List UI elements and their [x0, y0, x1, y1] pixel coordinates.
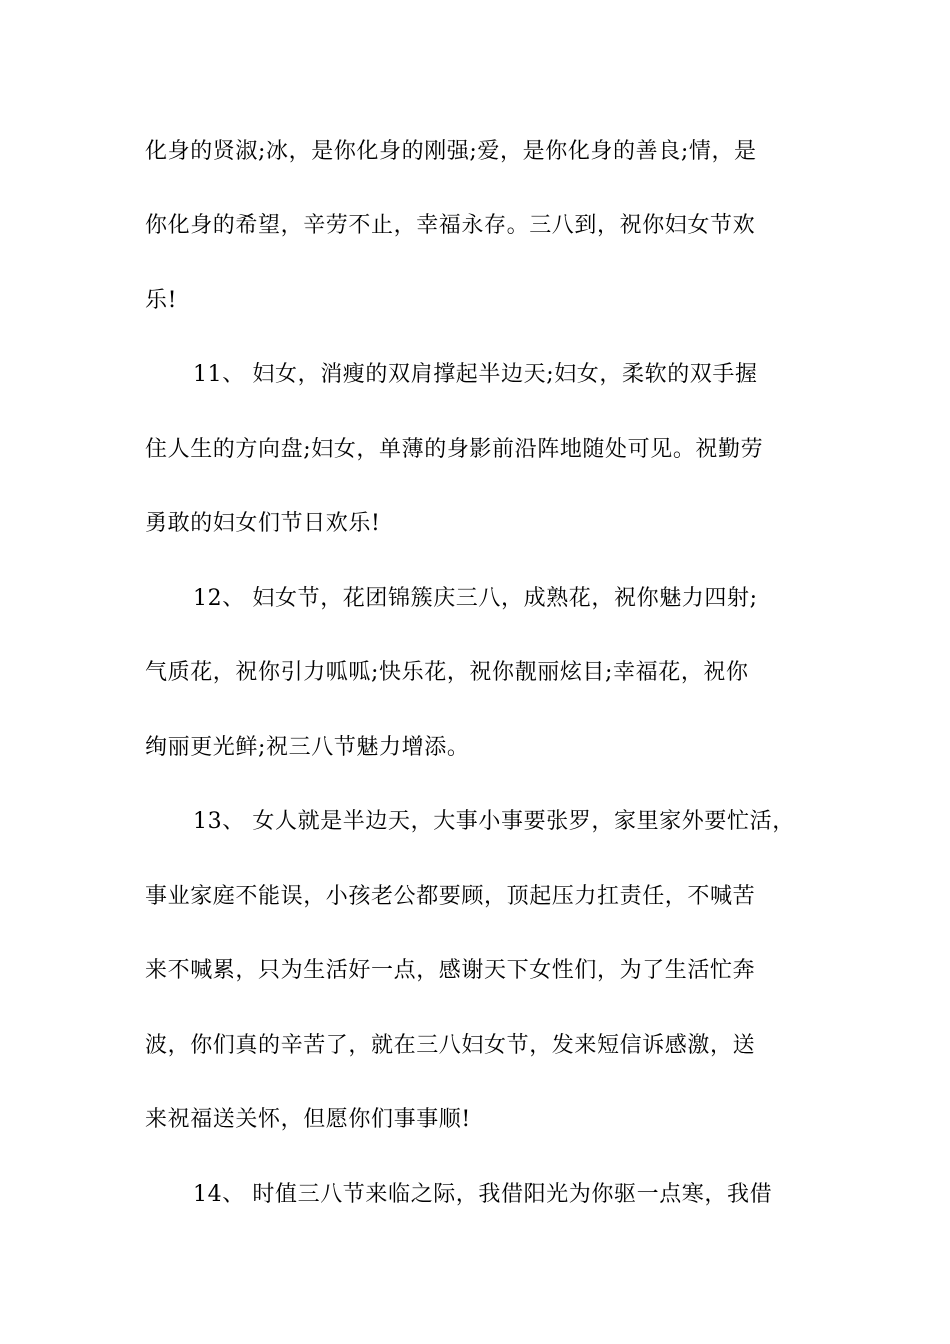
text-line: 来祝福送关怀，但愿你们事事顺! — [145, 1107, 471, 1132]
paragraph-13-start: 13、 女人就是半边天，大事小事要张罗，家里家外要忙活， — [193, 809, 795, 834]
text-line: 来不喊累，只为生活好一点，感谢天下女性们，为了生活忙奔 — [145, 958, 756, 983]
text-line: 气质花，祝你引力呱呱;快乐花，祝你靓丽炫目;幸福花，祝你 — [145, 660, 749, 685]
text-line: 波，你们真的辛苦了，就在三八妇女节，发来短信诉感激，送 — [145, 1033, 756, 1058]
paragraph-12-start: 12、 妇女节，花团锦簇庆三八，成熟花，祝你魅力四射; — [193, 586, 758, 611]
text-line: 乐! — [145, 288, 178, 313]
text-line: 勇敢的妇女们节日欢乐! — [145, 511, 381, 536]
text-line: 事业家庭不能误，小孩老公都要顾，顶起压力扛责任，不喊苦 — [145, 884, 756, 909]
text-line: 绚丽更光鲜;祝三八节魅力增添。 — [145, 735, 470, 760]
paragraph-14-start: 14、 时值三八节来临之际，我借阳光为你驱一点寒，我借 — [193, 1182, 773, 1207]
text-line: 你化身的希望，辛劳不止，幸福永存。三八到，祝你妇女节欢 — [145, 213, 756, 238]
paragraph-11-start: 11、 妇女，消瘦的双肩撑起半边天;妇女，柔软的双手握 — [193, 362, 758, 387]
text-line: 住人生的方向盘;妇女，单薄的身影前沿阵地随处可见。祝勤劳 — [145, 437, 764, 462]
text-line: 化身的贤淑;冰，是你化身的刚强;爱，是你化身的善良;情，是 — [145, 139, 757, 164]
